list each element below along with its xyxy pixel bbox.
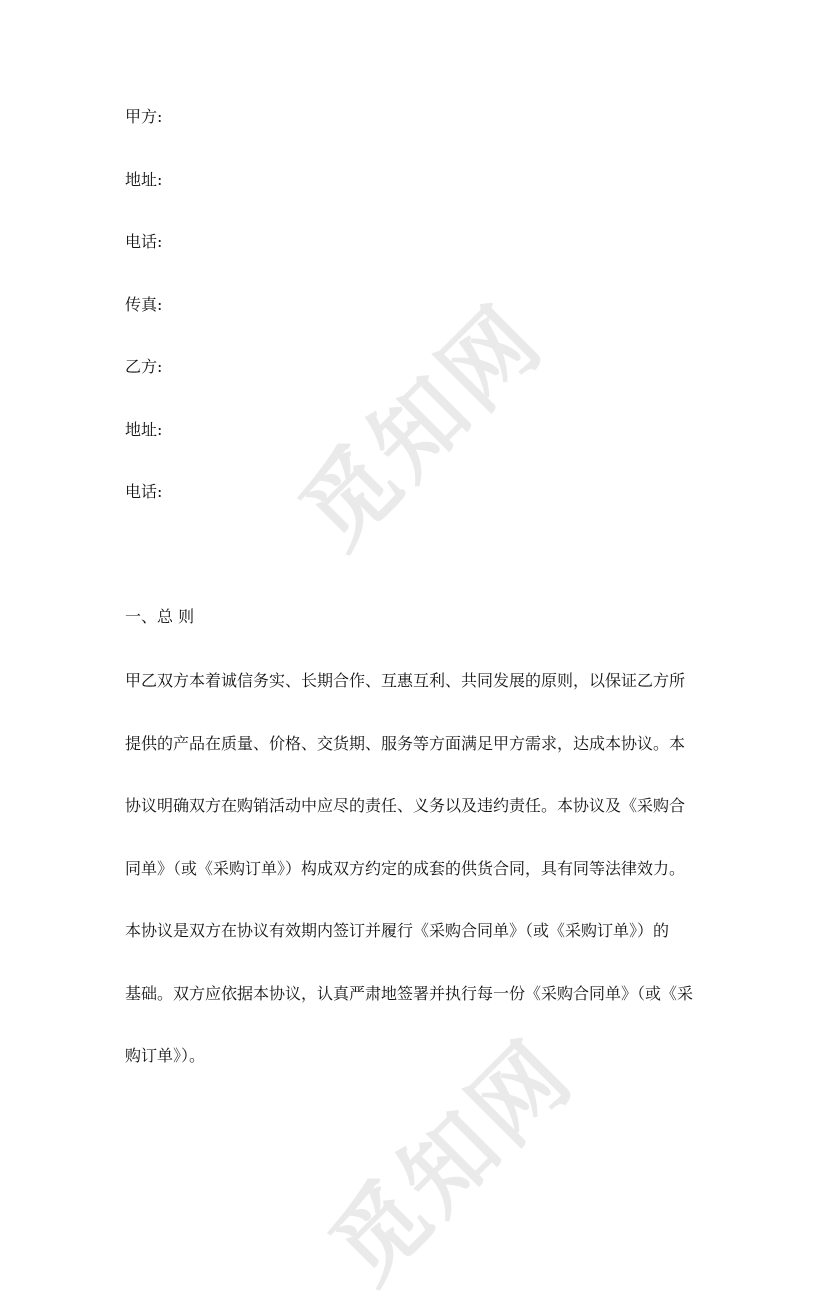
watermark-logo: 觅知网 (280, 284, 565, 569)
party-a-label: 甲方: (125, 107, 163, 126)
party-a-fax-label: 传真: (125, 295, 163, 314)
general-provisions-paragraph (125, 650, 725, 1088)
party-b-phone-label: 电话: (125, 482, 163, 501)
paragraph-line: 本协议是双方在协议有效期内签订并履行《采购合同单》（或《采购订单》）的 (125, 921, 670, 940)
paragraph-line: 甲乙双方本着诚信务实、长期合作、互惠互利、共同发展的原则，以保证乙方所 (125, 671, 686, 690)
party-a-phone-label: 电话: (125, 232, 163, 251)
section-title-general-provisions: 一、总 则 (125, 607, 195, 626)
party-b-label: 乙方: (125, 357, 163, 376)
paragraph-line: 购订单》）。 (125, 1046, 206, 1065)
party-a-address-label: 地址: (125, 170, 163, 189)
paragraph-line: 协议明确双方在购销活动中应尽的责任、义务以及违约责任。本协议及《采购合 (125, 796, 686, 815)
paragraph-line: 提供的产品在质量、价格、交货期、服务等方面满足甲方需求，达成本协议。本 (125, 733, 686, 753)
paragraph-line: 同单》（或《采购订单》）构成双方约定的成套的供货合同，具有同等法律效力。 (125, 858, 686, 878)
party-b-address-label: 地址: (125, 420, 163, 439)
paragraph-line: 基础。双方应依据本协议，认真严肃地签署并执行每一份《采购合同单》（或《采 (125, 983, 694, 1003)
watermark-logo-bottom: 觅知网 (310, 1019, 595, 1304)
